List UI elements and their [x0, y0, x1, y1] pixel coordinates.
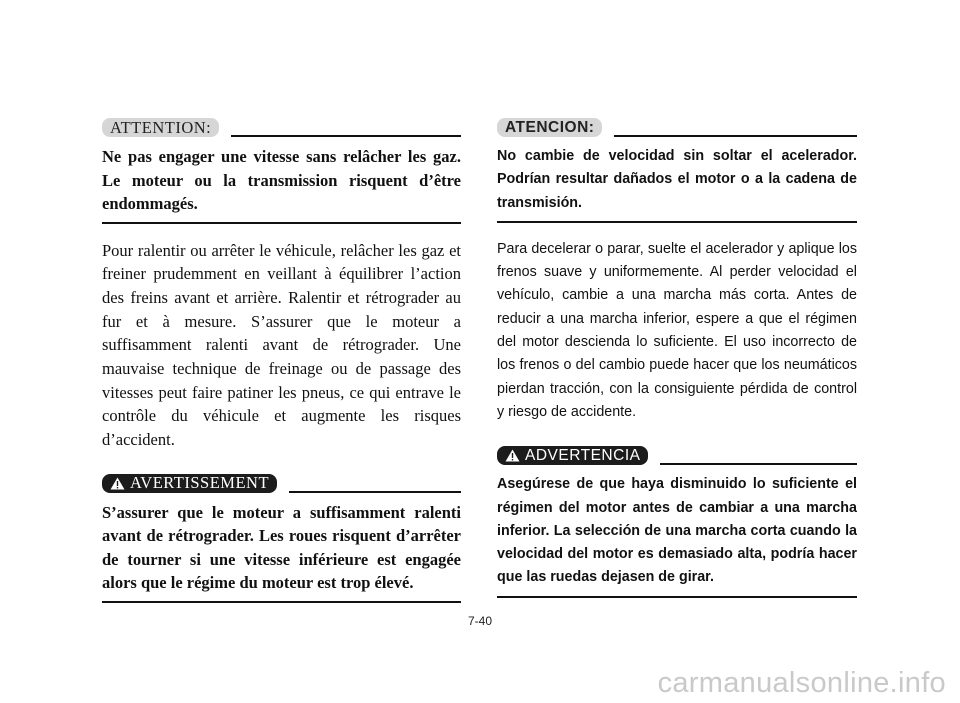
attention-label: ATTENTION:	[102, 118, 219, 137]
body-paragraph: Para decelerar o parar, suelte el acelerador y aplique los frenos suave y uniformemente. Al perder velocidad el vehículo, cambie a una marcha más corta. Antes de reducir a una marcha inferior, espere a que el régimen del motor descienda lo suficiente. El uso incorrecto de los frenos o del cambio puede hacer que los neumáticos pierdan tracción, con la consiguiente pérdida de control y riesgo de accidente.	[497, 240, 857, 420]
attention-header	[102, 113, 461, 137]
warning-label: AVERTISSEMENT	[130, 473, 270, 493]
warning-tag	[497, 446, 648, 465]
header-rule	[289, 491, 461, 493]
header-rule	[660, 463, 857, 465]
attention-text: No cambie de velocidad sin soltar el acelerador. Podrían resultar dañados el motor o a la cadena de transmisión.	[497, 145, 857, 223]
body-paragraph: Pour ralentir ou arrêter le véhicule, relâcher les gaz et freiner prudemment en veillant à équilibrer l’action des freins avant et arrière. Ralentir et rétrograder au fur et à mesure. S’assurer que le moteur a suffisamment ralenti avant de rétrograder. Une mauvaise technique de freinage ou de passage des vitesses peut faire patiner les pneus, ce qui entrave le contrôle du véhicule et augmente les risques d’accident.	[102, 240, 461, 450]
warning-triangle-icon	[505, 449, 520, 462]
warning-block	[497, 441, 857, 597]
header-rule	[614, 135, 857, 137]
warning-triangle-icon	[110, 477, 125, 490]
warning-text: S’assurer que le moteur a suffisamment ralenti avant de rétrograder. Les roues risquent d’arrêter de tourner si une vitesse inférieure est engagée alors que le régime du moteur est trop élevé.	[102, 501, 461, 603]
warning-label: ADVERTENCIA	[525, 446, 641, 464]
attention-header	[497, 113, 857, 137]
page-number: 7-40	[467, 614, 493, 628]
attention-text: Ne pas engager une vitesse sans relâcher les gaz. Le moteur ou la transmission risquent d’être endommagés.	[102, 145, 461, 224]
header-rule	[231, 135, 461, 137]
warning-tag	[102, 474, 277, 493]
warning-header	[102, 469, 461, 493]
warning-block	[102, 469, 461, 603]
french-column	[102, 113, 461, 603]
attention-label: ATENCION:	[497, 118, 602, 137]
watermark: carmanualsonline.info	[657, 667, 946, 699]
warning-text: Asegúrese de que haya disminuido lo suficiente el régimen del motor antes de cambiar a una marcha inferior. La selección de una marcha corta cuando la velocidad del motor es demasiado alta, podría hacer que las ruedas dejasen de girar.	[497, 473, 857, 597]
spanish-column	[497, 113, 857, 598]
warning-header	[497, 441, 857, 465]
